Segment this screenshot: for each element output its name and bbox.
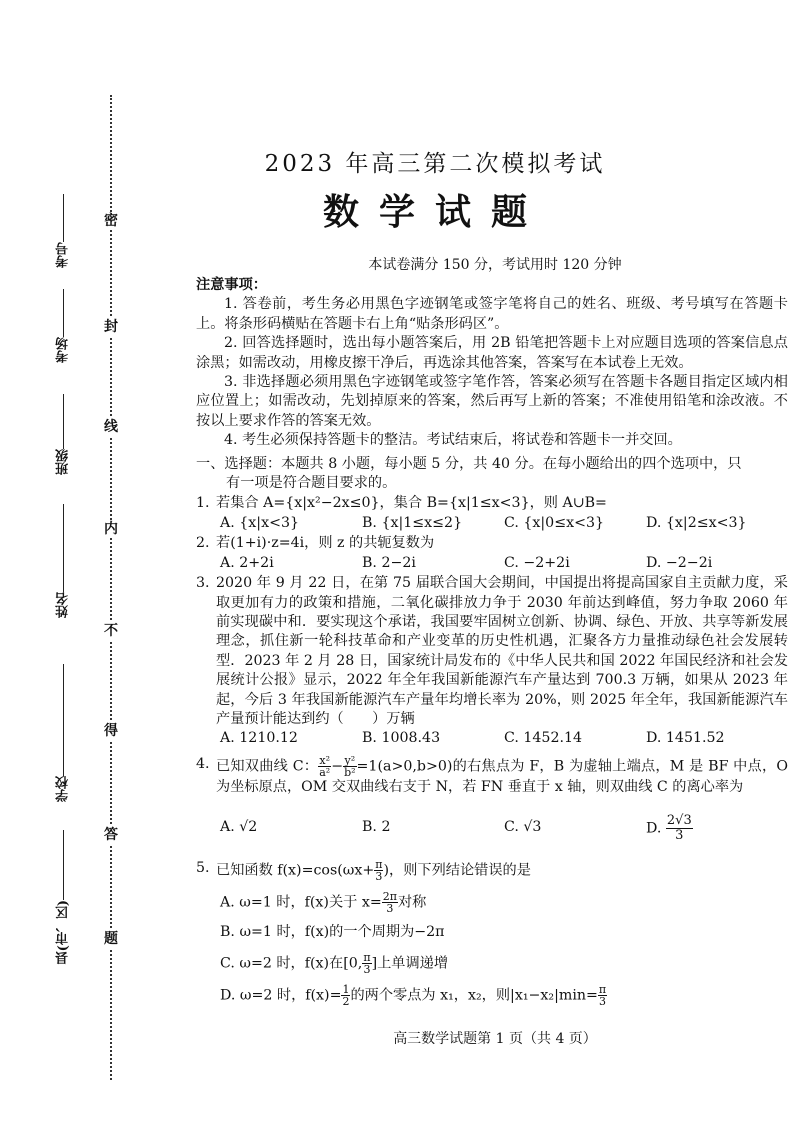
field-class-line [63,394,64,449]
question-1-option-a[interactable]: A. {x|x<3} [220,514,300,531]
question-4-option-d-label: D. [646,820,662,837]
question-4-frac-x-num: x² [319,753,331,767]
question-2-options [196,554,788,573]
notice-item-3: 3. 非选择题必须用黑色字迹钢笔或签字笔作答，答案必须写在答题卡各题目指定区域内相应位置上；如需改动，先划掉原来的答案，然后再写上新的答案；不准使用铅笔和涂改液。不按以上要求作答的答案无效。 [196,374,788,429]
question-4-option-a[interactable]: A. √2 [220,819,258,836]
field-exam-room[interactable] [48,285,78,363]
score-info: 本试卷满分 150 分，考试用时 120 分钟 [368,257,622,273]
question-4-option-d-frac [666,814,693,843]
question-4-number: 4. [196,755,210,772]
question-3-option-b[interactable]: B. 1008.43 [362,730,441,747]
field-exam-number-label: 考号 [55,242,71,268]
question-4-option-d-num: 2√3 [666,812,692,828]
field-school-line [63,664,64,776]
question-5-option-b[interactable]: B. ω=1 时，f(x)的一个周期为−2π [220,924,445,941]
question-3-option-d[interactable]: D. 1451.52 [646,730,725,747]
question-5-option-a[interactable] [196,891,788,914]
section-title-line-1: 一、选择题：本题共 8 小题，每小题 5 分，共 40 分。在每小题给出的四个选项中，只 [196,455,742,472]
field-county-label: 县(市、区) [55,900,71,965]
question-5-option-d-start: D. ω=2 时，f(x)= [220,987,342,1004]
question-5-option-a-end: 对称 [397,894,427,911]
question-1-option-d[interactable]: D. {x|2≤x<3} [646,514,747,531]
question-2-option-d[interactable]: D. −2−2i [646,554,713,571]
question-4-frac-x [318,755,331,778]
question-1 [196,494,788,513]
seal-char-2: 封 [104,319,118,335]
question-2 [196,534,788,553]
question-5-stem-start: 已知函数 f(x)=cos(ωx+ [216,862,375,879]
question-5-option-c[interactable] [196,952,788,975]
question-5-stem-frac-num: π [375,858,383,872]
notice-heading: 注意事项： [196,277,267,293]
question-1-options [196,514,788,533]
field-school[interactable] [48,660,78,802]
field-exam-number[interactable] [48,190,78,268]
question-3 [196,574,788,729]
field-name-line [63,504,64,592]
question-5-option-a-num: 2π [382,890,397,904]
section-title [196,455,788,494]
question-3-option-a[interactable]: A. 1210.12 [220,730,298,747]
question-5-option-c-den: 3 [363,962,371,976]
question-5-option-c-num: π [363,950,371,964]
question-5-stem-frac-den: 3 [375,870,383,884]
field-class[interactable] [48,390,78,475]
field-exam-room-label: 考场 [55,337,71,363]
question-1-option-c[interactable]: C. {x|0≤x<3} [504,514,605,531]
field-exam-room-line [63,289,64,337]
question-2-option-c[interactable]: C. −2+2i [504,554,570,571]
subject-title: 数学试题 [322,191,547,233]
question-3-option-c[interactable]: C. 1452.14 [504,730,583,747]
question-5-option-d-frac-2 [598,984,607,1007]
question-5-option-d-num-2: π [598,982,607,996]
field-school-label: 学校 [55,776,71,802]
question-4-option-b[interactable]: B. 2 [362,819,391,836]
exam-title: 2023 年高三第二次模拟考试 [264,151,606,177]
question-4-minus: − [331,758,344,775]
question-4-option-d-den: 3 [675,827,684,843]
seal-char-7: 答 [104,827,118,843]
field-exam-number-line [63,194,64,242]
question-5-option-c-frac [362,952,371,975]
question-5-option-a-den: 3 [386,902,394,916]
question-4-stem-end: =1(a>0,b>0)的右焦点为 F，B 为虚轴上端点，M 是 BF 中点，O 为坐标原点，OM 交双曲线右支于 N，若 FN 垂直于 x 轴，则双曲线 C 的离心率为 [216,758,788,795]
question-1-option-b[interactable]: B. {x|1≤x≤2} [362,514,463,531]
question-5 [196,859,788,882]
question-5-option-d-num: 1 [342,982,350,996]
exam-content [196,274,788,1007]
question-1-number: 1. [196,495,210,512]
question-1-stem: 若集合 A={x|x²−2x≤0}，集合 B={x|1≤x<3}，则 A∪B= [216,495,607,512]
question-5-stem-end: )，则下列结论错误的是 [383,862,531,879]
field-class-label: 班级 [55,449,71,475]
question-3-options [196,729,788,748]
question-4-frac-x-den: a² [319,765,331,779]
question-5-stem [216,859,788,882]
seal-char-4: 内 [104,521,118,537]
question-5-option-c-start: C. ω=2 时，f(x)在[0, [220,955,363,972]
seal-char-1: 密 [104,213,118,229]
question-4-frac-y-den: b² [344,765,356,779]
section-title-line-2: 有一项是符合题目要求的。 [226,475,397,492]
seal-char-6: 得 [104,723,118,739]
field-county-line [63,830,64,900]
question-3-stem: 2020 年 9 月 22 日，在第 75 届联合国大会期间，中国提出将提高国家自主贡献力度，采取更加有力的政策和措施，二氧化碳排放力争于 2030 年前达到峰值，努力争取 2060 年前实现碳中和．要实现这个承诺，我国要牢固树立创新、协调、绿色、开放、共享等新发展理念，抓住新一轮科技革命和产业变革的历史性机遇，汇聚各方力量推动绿色社会发展转型．2023 年 2 月 28 日，国家统计局发布的《中华人民共和国 2022 年国民经济和社会发展统计公报》显示，2022 年全年我国新能源汽车产量达到 700.3 万辆，如果从 2023 年起，今后 3 年我国新能源汽车产量年均增长率为 20%，则 2025 年全年，我国新能源汽车产量预计能达到约（ ）万辆 [216,575,788,727]
question-2-number: 2. [196,535,210,552]
question-4-options [196,811,788,845]
question-3-number: 3. [196,575,210,592]
notice-item-4: 4. 考生必须保持答题卡的整洁。考试结束后，将试卷和答题卡一并交回。 [224,432,682,449]
question-5-option-a-start: A. ω=1 时，f(x)关于 x= [220,894,382,911]
question-5-option-d-den-2: 3 [599,994,606,1008]
question-5-option-a-frac [382,891,398,914]
question-2-stem: 若(1+i)·z=4i，则 z 的共轭复数为 [216,535,435,552]
question-4-stem-start: 已知双曲线 C： [216,758,319,775]
question-4-stem [216,755,788,797]
notice-item-1: 1. 答卷前，考生务必用黑色字迹钢笔或签字笔将自己的姓名、班级、考号填写在答题卡上。将条形码横贴在答题卡右上角“贴条形码区”。 [196,296,788,332]
question-4-frac-y-num: y² [344,753,356,767]
question-5-option-d-mid: 的两个零点为 x₁，x₂，则|x₁−x₂|min= [350,987,598,1004]
question-2-option-a[interactable]: A. 2+2i [220,554,274,571]
question-4-frac-y [343,755,356,778]
field-name[interactable] [48,500,78,618]
seal-char-8: 题 [104,931,118,947]
question-4 [196,755,788,797]
field-county[interactable] [48,826,78,964]
field-name-label: 姓名 [55,592,71,618]
question-5-number: 5. [196,860,210,877]
notice-item-2: 2. 回答选择题时，选出每小题答案后，用 2B 铅笔把答题卡上对应题目选项的答案信息点涂黑；如需改动，用橡皮擦干净后，再选涂其他答案，答案写在本试卷上无效。 [196,335,788,371]
seal-char-5: 不 [104,623,118,639]
question-4-option-c[interactable]: C. √3 [504,819,542,836]
question-4-option-d[interactable] [646,814,788,843]
seal-char-3: 线 [104,419,118,435]
question-2-option-b[interactable]: B. 2−2i [362,554,416,571]
page-footer: 高三数学试题第 1 页（共 4 页） [393,1031,597,1047]
question-5-option-d[interactable] [196,984,788,1007]
question-5-option-c-end: ]上单调递增 [371,955,449,972]
question-5-option-d-den: 2 [342,994,350,1008]
